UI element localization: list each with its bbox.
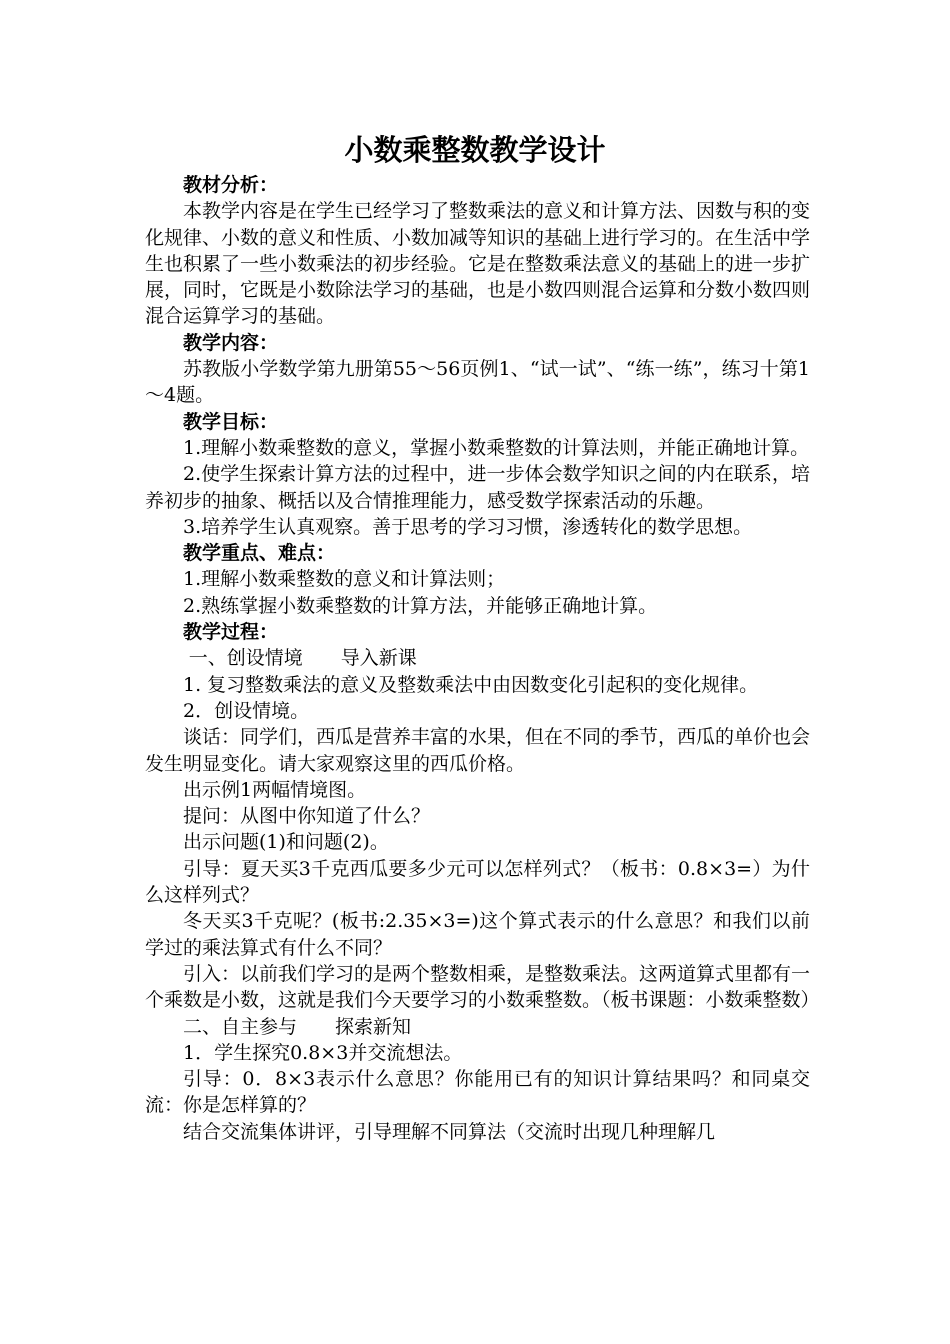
paragraph: 出示问题(1)和问题(2)。	[183, 831, 389, 854]
paragraph: 1．学生探究0.8×3并交流想法。	[183, 1041, 463, 1064]
paragraph: 本教学内容是在学生已经学习了整数乘法的意义和计算方法、因数与积的变化规律、小数的意义和性质、小数加减等知识的基础上进行学习的。在生活中学生也积累了一些小数乘法的初步经验。它是在整数乘法意义的基础上的进一步扩展，同时，它既是小数除法学习的基础，也是小数四则混合运算和分数小数四则混合运算学习的基础。	[145, 200, 811, 328]
paragraph: 出示例1两幅情境图。	[183, 778, 367, 801]
paragraph: 苏教版小学数学第九册第55～56页例1、“试一试”、“练一练”，练习十第1～4题。	[145, 358, 810, 407]
section-heading: 教学过程：	[183, 621, 279, 644]
paragraph: 3.培养学生认真观察。善于思考的学习习惯，渗透转化的数学思想。	[183, 515, 753, 538]
paragraph: 结合交流集体讲评，引导理解不同算法（交流时出现几种理解几	[183, 1120, 716, 1143]
paragraph: 2．创设情境。	[183, 699, 310, 722]
paragraph: 提问：从图中你知道了什么？	[183, 805, 431, 828]
document-body	[145, 172, 820, 1145]
paragraph: 2.使学生探索计算方法的过程中，进一步体会数学知识之间的内在联系，培养初步的抽象、概括以及合情推理能力，感受数学探索活动的乐趣。	[145, 463, 810, 512]
paragraph: 1. 复习整数乘法的意义及整数乘法中由因数变化引起积的变化规律。	[183, 673, 759, 696]
section-heading: 教学内容：	[183, 331, 279, 354]
paragraph: 1.理解小数乘整数的意义，掌握小数乘整数的计算法则，并能正确地计算。	[183, 436, 810, 459]
paragraph: 1.理解小数乘整数的意义和计算法则；	[183, 568, 506, 591]
paragraph: 二、自主参与 探索新知	[183, 1015, 412, 1038]
section-heading: 教学重点、难点：	[183, 542, 336, 565]
paragraph: 谈话：同学们，西瓜是营养丰富的水果，但在不同的季节，西瓜的单价也会发生明显变化。请大家观察这里的西瓜价格。	[145, 726, 811, 775]
paragraph: 冬天买3千克呢？(板书:2.35×3=)这个算式表示的什么意思？和我们以前学过的乘法算式有什么不同？	[145, 910, 810, 959]
paragraph: 引导：0．8×3表示什么意思？你能用已有的知识计算结果吗？和同桌交流：你是怎样算的？	[145, 1068, 810, 1117]
paragraph: 2.熟练掌握小数乘整数的计算方法，并能够正确地计算。	[183, 594, 658, 617]
section-heading: 教学目标：	[183, 410, 279, 433]
document-title: 小数乘整数教学设计	[344, 133, 606, 167]
paragraph: 一、创设情境 导入新课	[188, 647, 417, 670]
paragraph: 引入：以前我们学习的是两个整数相乘，是整数乘法。这两道算式里都有一个乘数是小数，这就是我们今天要学习的小数乘整数。（板书课题：小数乘整数）	[145, 962, 820, 1012]
section-heading: 教材分析：	[183, 174, 279, 196]
paragraph: 引导：夏天买3千克西瓜要多少元可以怎样列式？（板书：0.8×3=）为什么这样列式？	[145, 857, 810, 907]
